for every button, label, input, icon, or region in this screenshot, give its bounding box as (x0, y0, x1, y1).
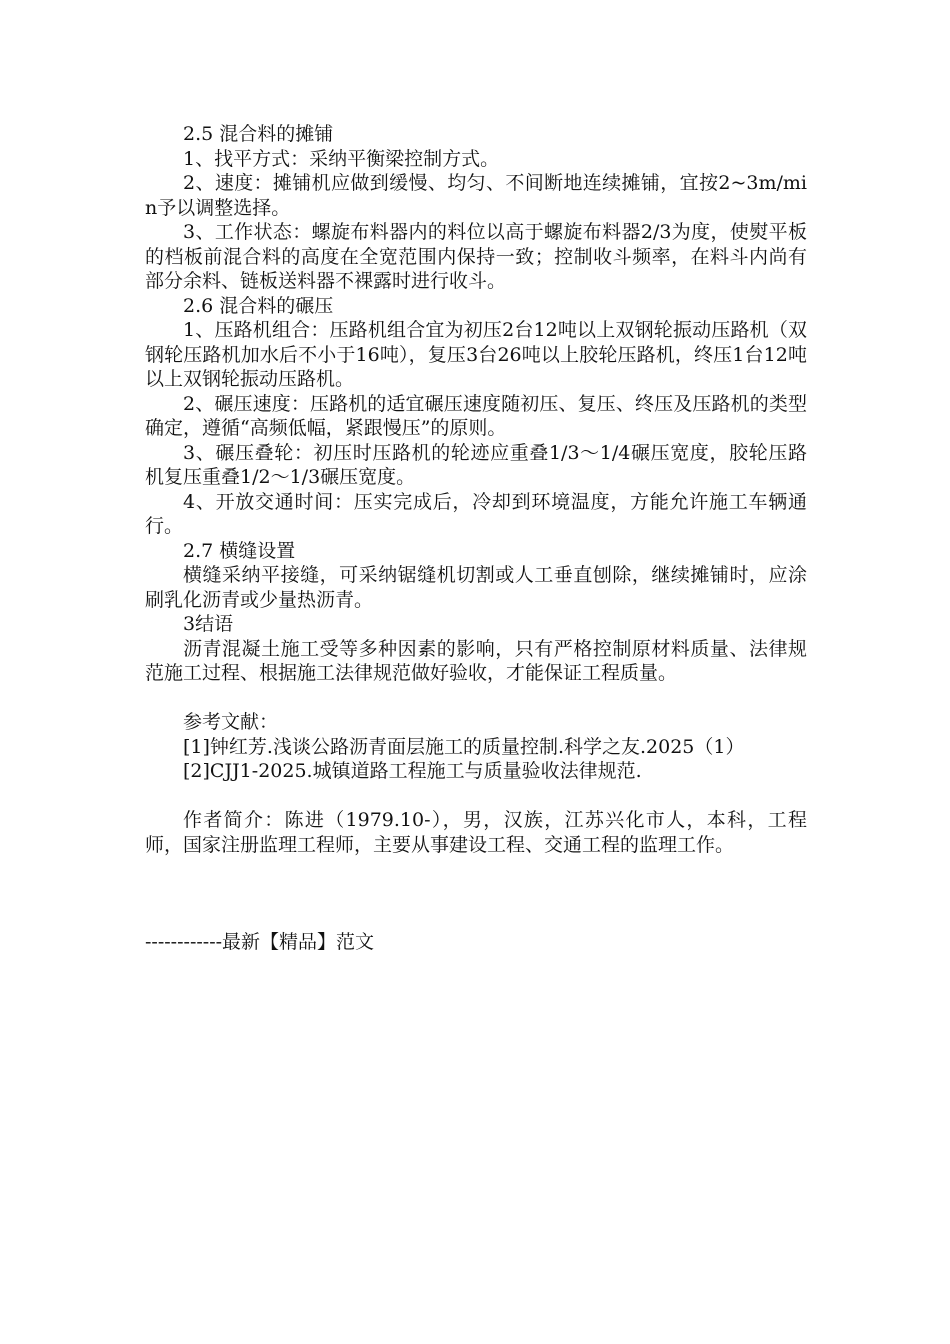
section-heading-conclusion: 3结语 (183, 613, 234, 635)
paragraph-working-state: 3、工作状态：螺旋布料器内的料位以高于螺旋布料器2/3为度，使熨平板的档板前混合料的高度在全宽范围内保持一致；控制收斗频率，在料斗内尚有部分余料、链板送料器不裸露时进行收斗。 (145, 221, 807, 292)
paragraph-rolling-overlap: 3、碾压叠轮：初压时压路机的轮迹应重叠1/3～1/4碾压宽度，胶轮压路机复压重叠1/2～1/3碾压宽度。 (145, 441, 807, 488)
footer-text: ------------最新【精品】范文 (145, 931, 375, 953)
section-heading-2-5: 2.5 混合料的摊铺 (183, 123, 334, 145)
spacer (145, 784, 807, 809)
author-bio: 作者简介：陈进（1979.10-），男，汉族，江苏兴化市人，本科，工程师，国家注册监理工程师，主要从事建设工程、交通工程的监理工作。 (145, 809, 807, 856)
reference-item-1: [1]钟红芳.浅谈公路沥青面层施工的质量控制.科学之友.2025（1） (183, 735, 745, 758)
paragraph-traffic-opening: 4、开放交通时间：压实完成后，冷却到环境温度，方能允许施工车辆通行。 (145, 490, 807, 537)
paragraph-conclusion: 沥青混凝土施工受等多种因素的影响，只有严格控制原材料质量、法律规范施工过程、根据施工法律规范做好验收，才能保证工程质量。 (145, 637, 807, 684)
spacer (145, 882, 807, 907)
document-body (145, 122, 807, 955)
paragraph-leveling: 1、找平方式：采纳平衡梁控制方式。 (183, 147, 500, 170)
paragraph-roller-combination: 1、压路机组合：压路机组合宜为初压2台12吨以上双钢轮振动压路机（双钢轮压路机加水后不小于16吨），复压3台26吨以上胶轮压路机，终压1台12吨以上双钢轮振动压路机。 (145, 319, 807, 390)
spacer (145, 686, 807, 711)
reference-item-2: [2]CJJ1-2025.城镇道路工程施工与质量验收法律规范. (183, 760, 642, 782)
paragraph-transverse-joint: 横缝采纳平接缝，可采纳锯缝机切割或人工垂直刨除，继续摊铺时，应涂刷乳化沥青或少量热沥青。 (145, 564, 807, 611)
references-heading: 参考文献： (183, 711, 279, 733)
paragraph-rolling-speed: 2、碾压速度：压路机的适宜碾压速度随初压、复压、终压及压路机的类型确定，遵循“高频低幅，紧跟慢压”的原则。 (145, 392, 807, 439)
section-heading-2-7: 2.7 横缝设置 (183, 539, 296, 562)
section-heading-2-6: 2.6 混合料的碾压 (183, 294, 334, 317)
paragraph-speed: 2、速度：摊铺机应做到缓慢、均匀、不间断地连续摊铺，宜按2~3m/min予以调整选择。 (145, 172, 807, 219)
spacer (145, 857, 807, 882)
